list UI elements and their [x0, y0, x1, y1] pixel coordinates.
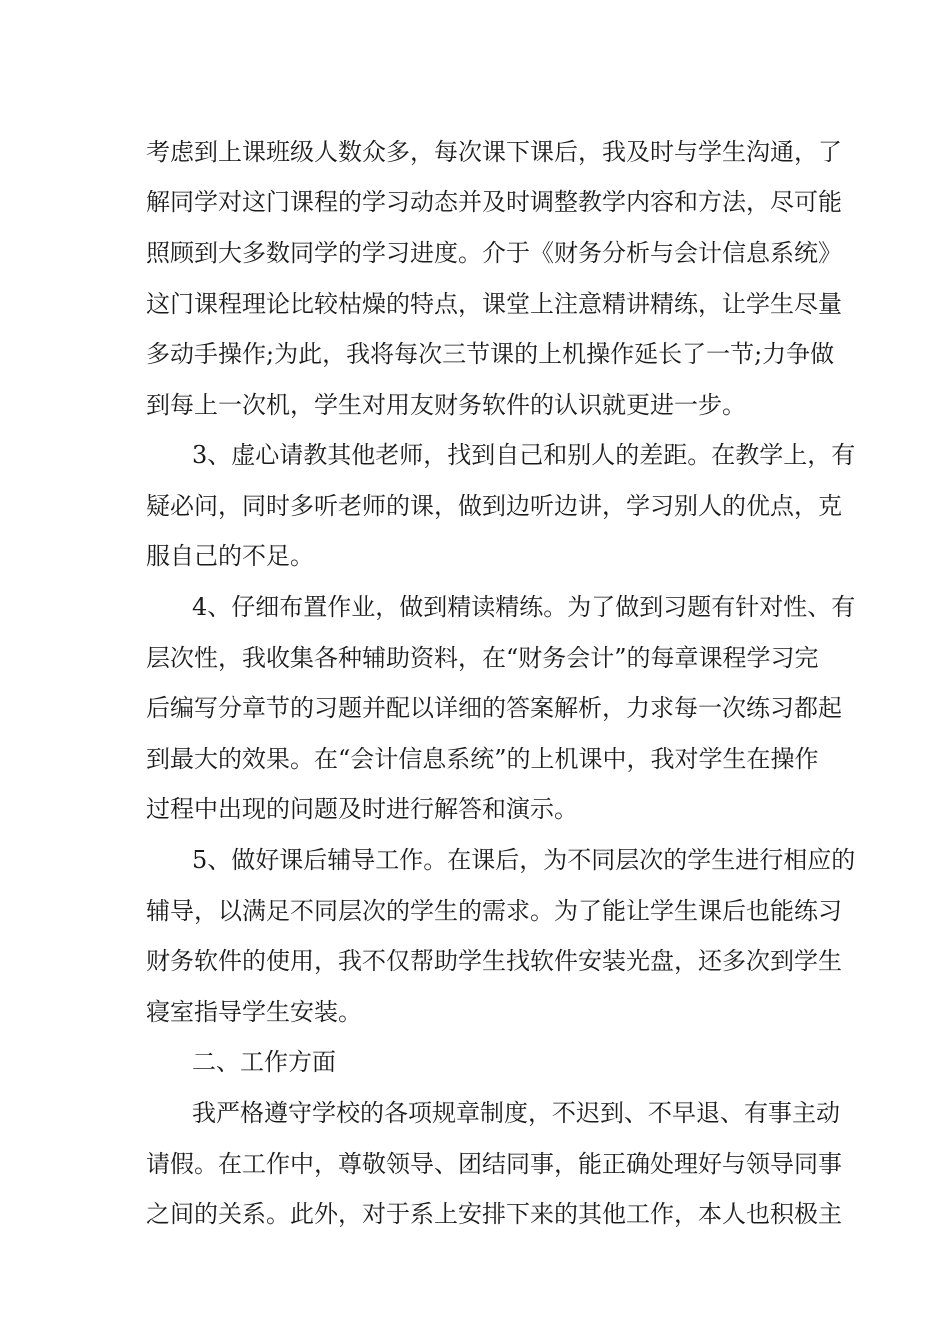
- paragraph-line: 4、仔细布置作业，做到精读精练。为了做到习题有针对性、有: [192, 593, 856, 621]
- paragraph-line: 解同学对这门课程的学习动态并及时调整教学内容和方法，尽可能: [146, 188, 842, 216]
- section-heading: 二、工作方面: [192, 1048, 336, 1076]
- paragraph-line: 之间的关系。此外，对于系上安排下来的其他工作，本人也积极主: [146, 1200, 842, 1228]
- paragraph-line: 辅导，以满足不同层次的学生的需求。为了能让学生课后也能练习: [146, 897, 842, 925]
- paragraph-line: 寝室指导学生安装。: [146, 998, 362, 1026]
- paragraph-line: 5、做好课后辅导工作。在课后，为不同层次的学生进行相应的: [192, 846, 856, 874]
- paragraph-line: 我严格遵守学校的各项规章制度，不迟到、不早退、有事主动: [192, 1099, 840, 1127]
- paragraph-line: 财务软件的使用，我不仅帮助学生找软件安装光盘，还多次到学生: [146, 947, 842, 975]
- paragraph-line: 过程中出现的问题及时进行解答和演示。: [146, 795, 578, 823]
- paragraph-line: 请假。在工作中，尊敬领导、团结同事，能正确处理好与领导同事: [146, 1150, 842, 1178]
- paragraph-line: 这门课程理论比较枯燥的特点，课堂上注意精讲精练，让学生尽量: [146, 290, 842, 318]
- paragraph-line: 多动手操作;为此，我将每次三节课的上机操作延长了一节;力争做: [146, 340, 835, 368]
- paragraph-line: 考虑到上课班级人数众多，每次课下课后，我及时与学生沟通，了: [146, 138, 842, 166]
- paragraph-line: 3、虚心请教其他老师，找到自己和别人的差距。在教学上，有: [192, 441, 856, 469]
- paragraph-line: 层次性，我收集各种辅助资料，在“财务会计”的每章课程学习完: [146, 644, 819, 672]
- paragraph-line: 照顾到大多数同学的学习进度。介于《财务分析与会计信息系统》: [146, 239, 842, 267]
- paragraph-line: 疑必问，同时多听老师的课，做到边听边讲，学习别人的优点，克: [146, 492, 842, 520]
- paragraph-line: 服自己的不足。: [146, 542, 314, 570]
- paragraph-line: 到最大的效果。在“会计信息系统”的上机课中，我对学生在操作: [146, 745, 819, 773]
- paragraph-line: 后编写分章节的习题并配以详细的答案解析，力求每一次练习都起: [146, 694, 842, 722]
- paragraph-line: 到每上一次机，学生对用友财务软件的认识就更进一步。: [146, 391, 746, 419]
